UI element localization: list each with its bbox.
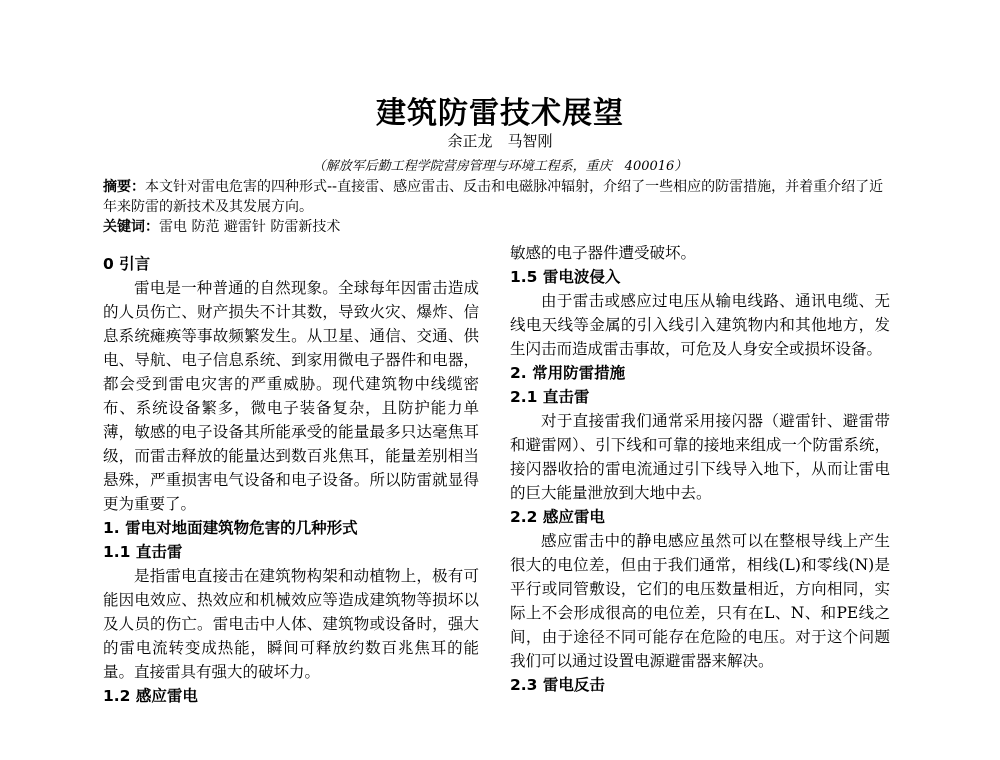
affiliation: （解放军后勤工程学院营房管理与环境工程系，重庆 400016） — [312, 159, 688, 174]
section-heading: 1.2 感应雷电 — [103, 687, 198, 705]
section-heading: 1.5 雷电波侵入 — [510, 268, 621, 286]
section-heading: 2. 常用防雷措施 — [510, 364, 626, 382]
right-column — [510, 241, 890, 697]
section-paragraph: 雷电是一种普通的自然现象。全球每年因雷击造成的人员伤亡、财产损失不计其数，导致火灾、爆炸、信息系统瘫痪等事故频繁发生。从卫星、通信、交通、供电、导航、电子信息系统、到家用微电子器件和电器，都会受到雷电灾害的严重威胁。现代建筑物中线缆密布、系统设备繁多，微电子装备复杂，且防护能力单薄，敏感的电子设备其所能承受的能量最多只达毫焦耳级，而雷击释放的能量达到数百兆焦耳，能量差别相当悬殊，严重损害电气设备和电子设备。所以防雷就显得更为重要了。 — [103, 279, 479, 513]
left-column — [103, 252, 479, 708]
section-heading: 2.3 雷电反击 — [510, 676, 605, 694]
keywords-label: 关键词： — [103, 219, 159, 235]
abstract-block — [103, 177, 893, 237]
abstract-text: 本文针对雷电危害的四种形式--直接雷、感应雷击、反击和电磁脉冲辐射，介绍了一些相应的防雷措施，并着重介绍了近年来防雷的新技术及其发展方向。 — [103, 179, 884, 215]
section-paragraph: 是指雷电直接击在建筑物构架和动植物上，极有可能因电效应、热效应和机械效应等造成建筑物等损坏以及人员的伤亡。雷电击中人体、建筑物或设备时，强大的雷电流转变成热能，瞬间可释放约数百兆焦耳的能量。直接雷具有强大的破坏力。 — [103, 567, 479, 681]
section-paragraph: 对于直接雷我们通常采用接闪器（避雷针、避雷带和避雷网）、引下线和可靠的接地来组成一个防雷系统，接闪器收拾的雷电流通过引下线导入地下，从而让雷电的巨大能量泄放到大地中去。 — [510, 412, 890, 502]
section-heading: 0 引言 — [103, 255, 151, 273]
section-paragraph: 由于雷击或感应过电压从输电线路、通讯电缆、无线电天线等金属的引入线引入建筑物内和其他地方，发生闪击而造成雷击事故，可危及人身安全或损坏设备。 — [510, 292, 890, 358]
section-heading: 1. 雷电对地面建筑物危害的几种形式 — [103, 519, 358, 537]
section-paragraph: 感应雷击中的静电感应虽然可以在整根导线上产生很大的电位差，但由于我们通常，相线(L)和零线(N)是平行或同管敷设，它们的电压数量相近，方向相同，实际上不会形成很高的电位差，只有在L、N、和PE线之间，由于途径不同可能存在危险的电压。对于这个问题我们可以通过设置电源避雷器来解决。 — [510, 532, 890, 670]
section-paragraph: 敏感的电子器件遭受破坏。 — [510, 244, 697, 262]
section-heading: 2.1 直击雷 — [510, 388, 590, 406]
section-heading: 2.2 感应雷电 — [510, 508, 605, 526]
section-heading: 1.1 直击雷 — [103, 543, 183, 561]
keywords-text: 雷电 防范 避雷针 防雷新技术 — [159, 219, 341, 235]
paper-title: 建筑防雷技术展望 — [376, 96, 624, 131]
abstract — [103, 177, 893, 217]
authors: 余正龙 马智刚 — [447, 132, 553, 150]
keywords — [103, 217, 893, 237]
abstract-label: 摘要： — [103, 179, 145, 195]
